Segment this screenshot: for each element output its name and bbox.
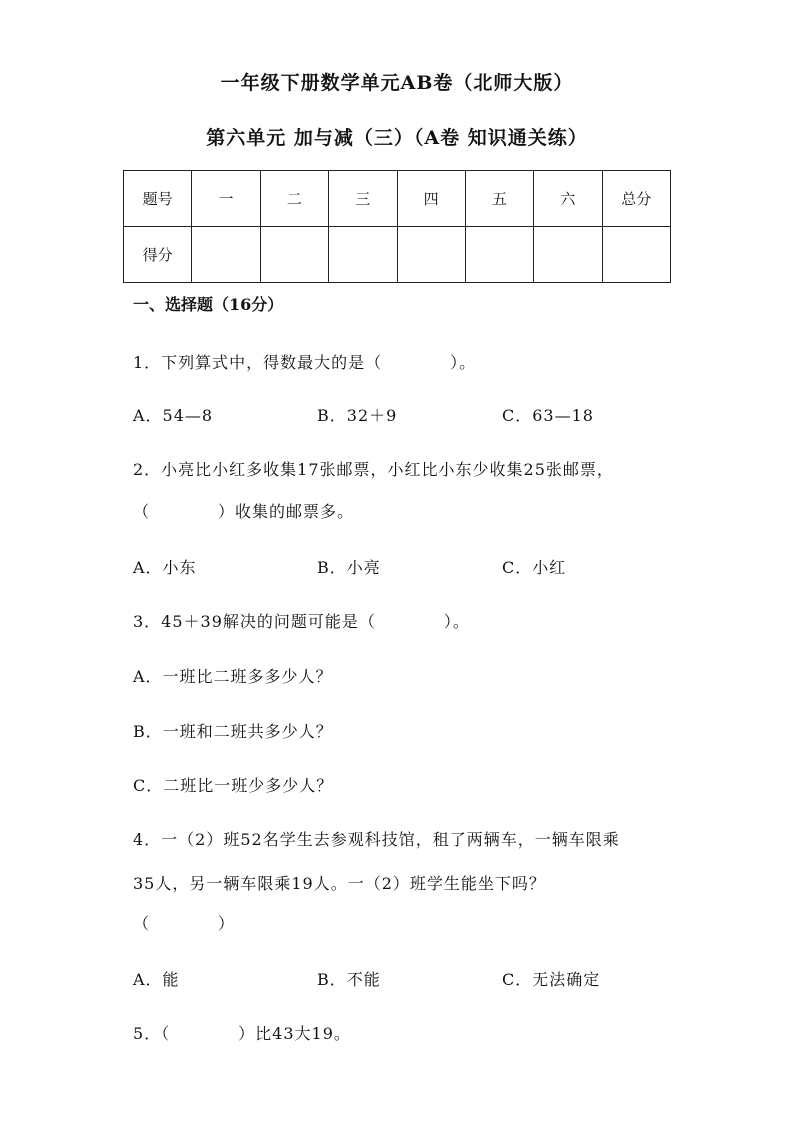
q3-option-a[interactable]: A．一班比二班多多少人？ <box>133 667 333 686</box>
question-1: 1．下列算式中，得数最大的是（ ）。 <box>133 353 477 372</box>
q1-option-c[interactable]: C．63—18 <box>502 406 594 425</box>
score-input-cell[interactable] <box>602 227 670 283</box>
q1-option-b[interactable]: B．32＋9 <box>317 406 398 425</box>
score-input-cell[interactable] <box>329 227 397 283</box>
score-cell: 题号 <box>124 171 192 227</box>
question-2-line-1: 2．小亮比小红多收集17张邮票，小红比小东少收集25张邮票， <box>133 460 614 479</box>
q3-option-c[interactable]: C．二班比一班少多少人？ <box>133 776 334 795</box>
score-cell: 三 <box>329 171 397 227</box>
score-table <box>123 170 671 283</box>
score-cell: 总分 <box>602 171 670 227</box>
score-input-cell[interactable] <box>192 227 260 283</box>
score-cell: 二 <box>260 171 328 227</box>
question-4-line-1: 4．一（2）班52名学生去参观科技馆，租了两辆车，一辆车限乘 <box>133 830 620 849</box>
q4-option-c[interactable]: C．无法确定 <box>502 970 601 989</box>
score-cell: 一 <box>192 171 260 227</box>
q3-option-b[interactable]: B．一班和二班共多少人？ <box>133 722 333 741</box>
score-input-cell[interactable] <box>465 227 533 283</box>
document-subtitle: 第六单元 加与减（三）（A卷 知识通关练） <box>206 127 588 149</box>
q2-option-c[interactable]: C．小红 <box>502 558 567 577</box>
score-table-score-row <box>124 227 671 283</box>
score-input-cell[interactable] <box>397 227 465 283</box>
question-4-line-3: （ ） <box>133 914 236 933</box>
q4-option-b[interactable]: B．不能 <box>317 970 381 989</box>
q4-option-a[interactable]: A．能 <box>133 970 180 989</box>
score-input-cell[interactable] <box>534 227 602 283</box>
score-cell: 五 <box>465 171 533 227</box>
question-3: 3．45＋39解决的问题可能是（ ）。 <box>133 612 470 631</box>
score-input-cell[interactable] <box>260 227 328 283</box>
score-cell: 得分 <box>124 227 192 283</box>
question-5: 5．（ ）比43大19。 <box>133 1024 351 1043</box>
q2-option-b[interactable]: B．小亮 <box>317 558 381 577</box>
question-2-line-2: （ ）收集的邮票多。 <box>133 502 355 521</box>
q2-option-a[interactable]: A．小东 <box>133 558 197 577</box>
q1-option-a[interactable]: A．54—8 <box>133 406 214 425</box>
score-cell: 六 <box>534 171 602 227</box>
section-heading: 一、选择题（16分） <box>133 295 284 314</box>
question-4-line-2: 35人，另一辆车限乘19人。一（2）班学生能坐下吗？ <box>133 874 546 893</box>
score-cell: 四 <box>397 171 465 227</box>
document-title: 一年级下册数学单元AB卷（北师大版） <box>220 72 574 94</box>
score-table-header-row <box>124 171 671 227</box>
